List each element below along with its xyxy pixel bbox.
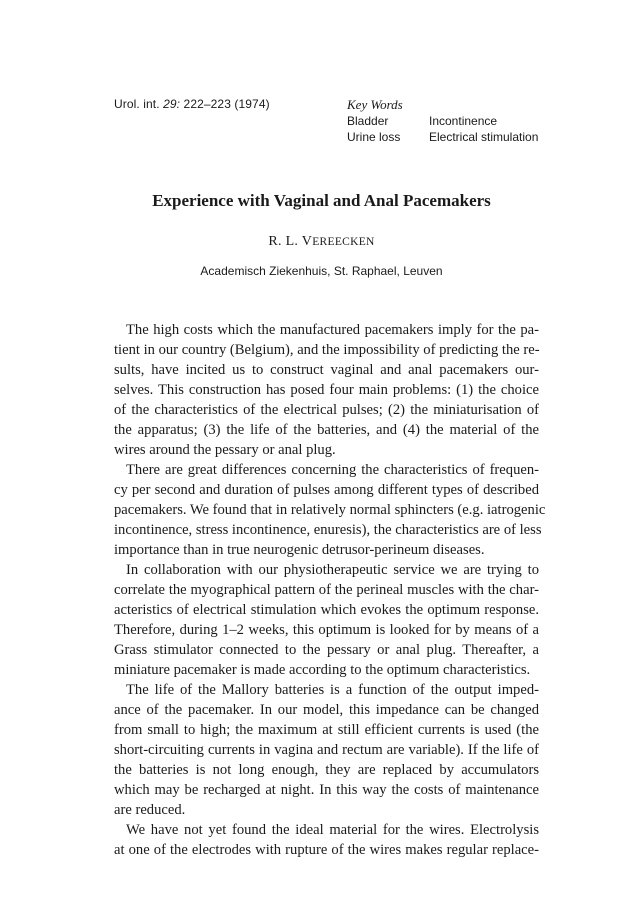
body-line: tient in our country (Belgium), and the impossibility of predicting the re-	[114, 342, 540, 358]
article-body	[114, 320, 546, 860]
body-line: the apparatus; (3) the life of the batteries, and (4) the material of the	[114, 422, 539, 438]
journal-name: Urol. int.	[114, 97, 160, 111]
body-line: In collaboration with our physiotherapeutic service we are trying to	[126, 562, 539, 578]
body-line: Grass stimulator connected to the pessary or anal plug. Thereafter, a	[114, 642, 539, 658]
body-line: short-circuiting currents in vagina and rectum are variable). If the life of	[114, 742, 539, 758]
keyword-item: Urine loss	[347, 130, 401, 144]
body-line: We have not yet found the ideal material for the wires. Electrolysis	[126, 822, 539, 838]
body-line: which may be recharged at night. In this way the costs of maintenance	[114, 782, 539, 798]
journal-citation	[114, 97, 270, 111]
body-line: correlate the myographical pattern of the perineal muscles with the char-	[114, 582, 539, 598]
article-author	[0, 234, 643, 250]
keyword-item: Incontinence	[429, 114, 498, 128]
body-line: sults, have incited us to construct vaginal and anal pacemakers our-	[114, 362, 539, 378]
journal-pages: 222–223 (1974)	[183, 97, 270, 111]
body-line: acteristics of electrical stimulation which evokes the optimum response.	[114, 602, 539, 618]
article-title: Experience with Vaginal and Anal Pacemakers	[152, 191, 491, 210]
body-line: from small to high; the maximum at still efficient currents is used (the	[114, 722, 539, 738]
body-line: wires around the pessary or anal plug.	[114, 442, 336, 458]
body-line: importance than in true neurogenic detrusor-perineum diseases.	[114, 542, 485, 558]
body-line: Therefore, during 1–2 weeks, this optimum is looked for by means of a	[114, 622, 539, 638]
author-surname-rest: EREECKEN	[312, 236, 375, 248]
keyword-item: Bladder	[347, 114, 389, 128]
body-line: The high costs which the manufactured pacemakers imply for the pa-	[126, 322, 539, 338]
body-line: of the characteristics of the electrical pulses; (2) the miniaturisation of	[114, 402, 539, 418]
body-line: miniature pacemaker is made according to the optimum characteristics.	[114, 662, 531, 678]
keywords-grid	[347, 113, 538, 145]
body-line: at one of the electrodes with rupture of the wires makes regular replace-	[114, 842, 539, 858]
body-line: pacemakers. We found that in relatively normal sphincters (e.g. iatrogenic	[114, 502, 546, 518]
body-line: selves. This construction has posed four main problems: (1) the choice	[114, 382, 539, 398]
keyword-item: Electrical stimulation	[429, 130, 539, 144]
body-line: The life of the Mallory batteries is a function of the output imped-	[126, 682, 539, 698]
keywords-block	[347, 97, 538, 145]
author-affiliation: Academisch Ziekenhuis, St. Raphael, Leuven	[200, 264, 443, 278]
body-line: There are great differences concerning the characteristics of frequen-	[126, 462, 539, 478]
author-surname-initial: V	[301, 234, 313, 249]
body-line: ance of the pacemaker. In our model, this impedance can be changed	[114, 702, 539, 718]
journal-volume: 29:	[163, 97, 181, 111]
body-line: are reduced.	[114, 802, 186, 818]
author-initials: R. L.	[268, 234, 299, 249]
body-line: incontinence, stress incontinence, enuresis), the characteristics are of less	[114, 522, 542, 538]
body-line: the batteries is not long enough, they are replaced by accumulators	[114, 762, 539, 778]
body-line: cy per second and duration of pulses among different types of described	[114, 482, 539, 498]
keywords-heading: Key Words	[347, 97, 403, 112]
